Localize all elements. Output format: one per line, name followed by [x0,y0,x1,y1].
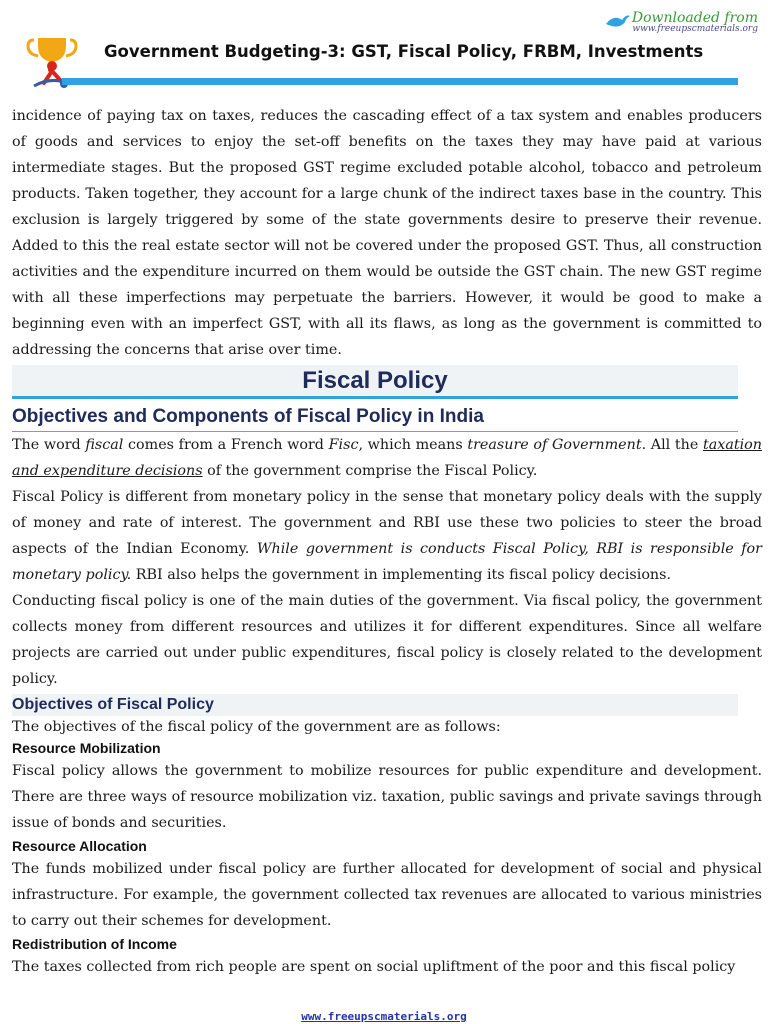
text-run: , which means [358,437,468,453]
footer-link[interactable]: www.freeupscmaterials.org [301,1010,467,1023]
resource-allocation-text: The funds mobilized under fiscal policy are further allocated for development of social and physical infrastructure. For example, the government collected tax revenues are allocated to various ministries to carry out their schemes for development. [12,861,762,929]
resource-mobilization-heading: Resource Mobilization [12,740,161,756]
monetary-comparison-paragraph [12,484,762,588]
page-title: Government Budgeting-3: GST, Fiscal Policy, FRBM, Investments [104,42,704,61]
definition-paragraph [12,432,762,484]
redistribution-heading: Redistribution of Income [12,936,177,952]
term-fisc: Fisc [328,437,359,453]
objectives-heading: Objectives of Fiscal Policy [12,694,738,716]
text-run: . All the [641,437,703,453]
term-fiscal: fiscal [85,437,124,453]
section-banner [12,365,738,399]
text-run: RBI also helps the government in implementing its fiscal policy decisions. [131,567,672,583]
term-treasure: treasure of Government [467,437,642,453]
emphasis-rbi: While government is conducts Fiscal Policy, RBI is responsible for monetary policy. [12,541,762,583]
redistribution-text: The taxes collected from rich people are spent on social upliftment of the poor and this fiscal policy [12,959,736,975]
resource-mobilization-text: Fiscal policy allows the government to mobilize resources for public expenditure and development. There are three ways of resource mobilization viz. taxation, public savings and private savings through issue of bonds and securities. [12,763,762,831]
term-taxation-expenditure: taxation and expenditure decisions [12,437,762,479]
section-title: Fiscal Policy [302,367,448,394]
objectives-intro: The objectives of the fiscal policy of the government are as follows: [12,719,501,735]
watermark [598,10,758,40]
intro-paragraph: incidence of paying tax on taxes, reduces the cascading effect of a tax system and enables producers of goods and services to enjoy the set-off benefits on the taxes they may have paid at various intermediate stages. But the proposed GST regime excluded potable alcohol, tobacco and petroleum products. Taken together, they account for a large chunk of the indirect taxes base in the country. This exclusion is largely triggered by some of the state governments desire to preserve their revenue. Added to this the real estate sector will not be covered under the proposed GST. Thus, all construction activities and the expenditure incurred on them would be outside the GST chain. The new GST regime with all these imperfections may perpetuate the barriers. However, it would be good to make a beginning even with an imperfect GST, with all its flaws, as long as the government is committed to addressing the concerns that arise over time. [12,108,762,358]
header-rule [62,78,738,85]
text-run: Fiscal Policy is different from monetary policy in the sense that monetary policy deals with the supply of money and rate of interest. The government and RBI use these two policies to steer the broad aspects of the Indian Economy. [12,489,762,557]
text-run: The word [12,437,86,453]
text-run: of the government comprise the Fiscal Policy. [202,463,538,479]
text-run: comes from a French word [123,437,329,453]
watermark-line2: www.freeupscmaterials.org [632,24,758,34]
watermark-line1: Downloaded from [631,10,758,26]
bird-icon [604,12,630,32]
objectives-components-heading: Objectives and Components of Fiscal Policy in India [12,403,738,432]
document-body [12,103,762,980]
resource-allocation-heading: Resource Allocation [12,838,147,854]
duties-paragraph: Conducting fiscal policy is one of the main duties of the government. Via fiscal policy, the government collects money from different resources and utilizes it for different expenditures. Since all welfare projects are carried out under public expenditures, fiscal policy is closely related to the development policy. [12,593,762,687]
